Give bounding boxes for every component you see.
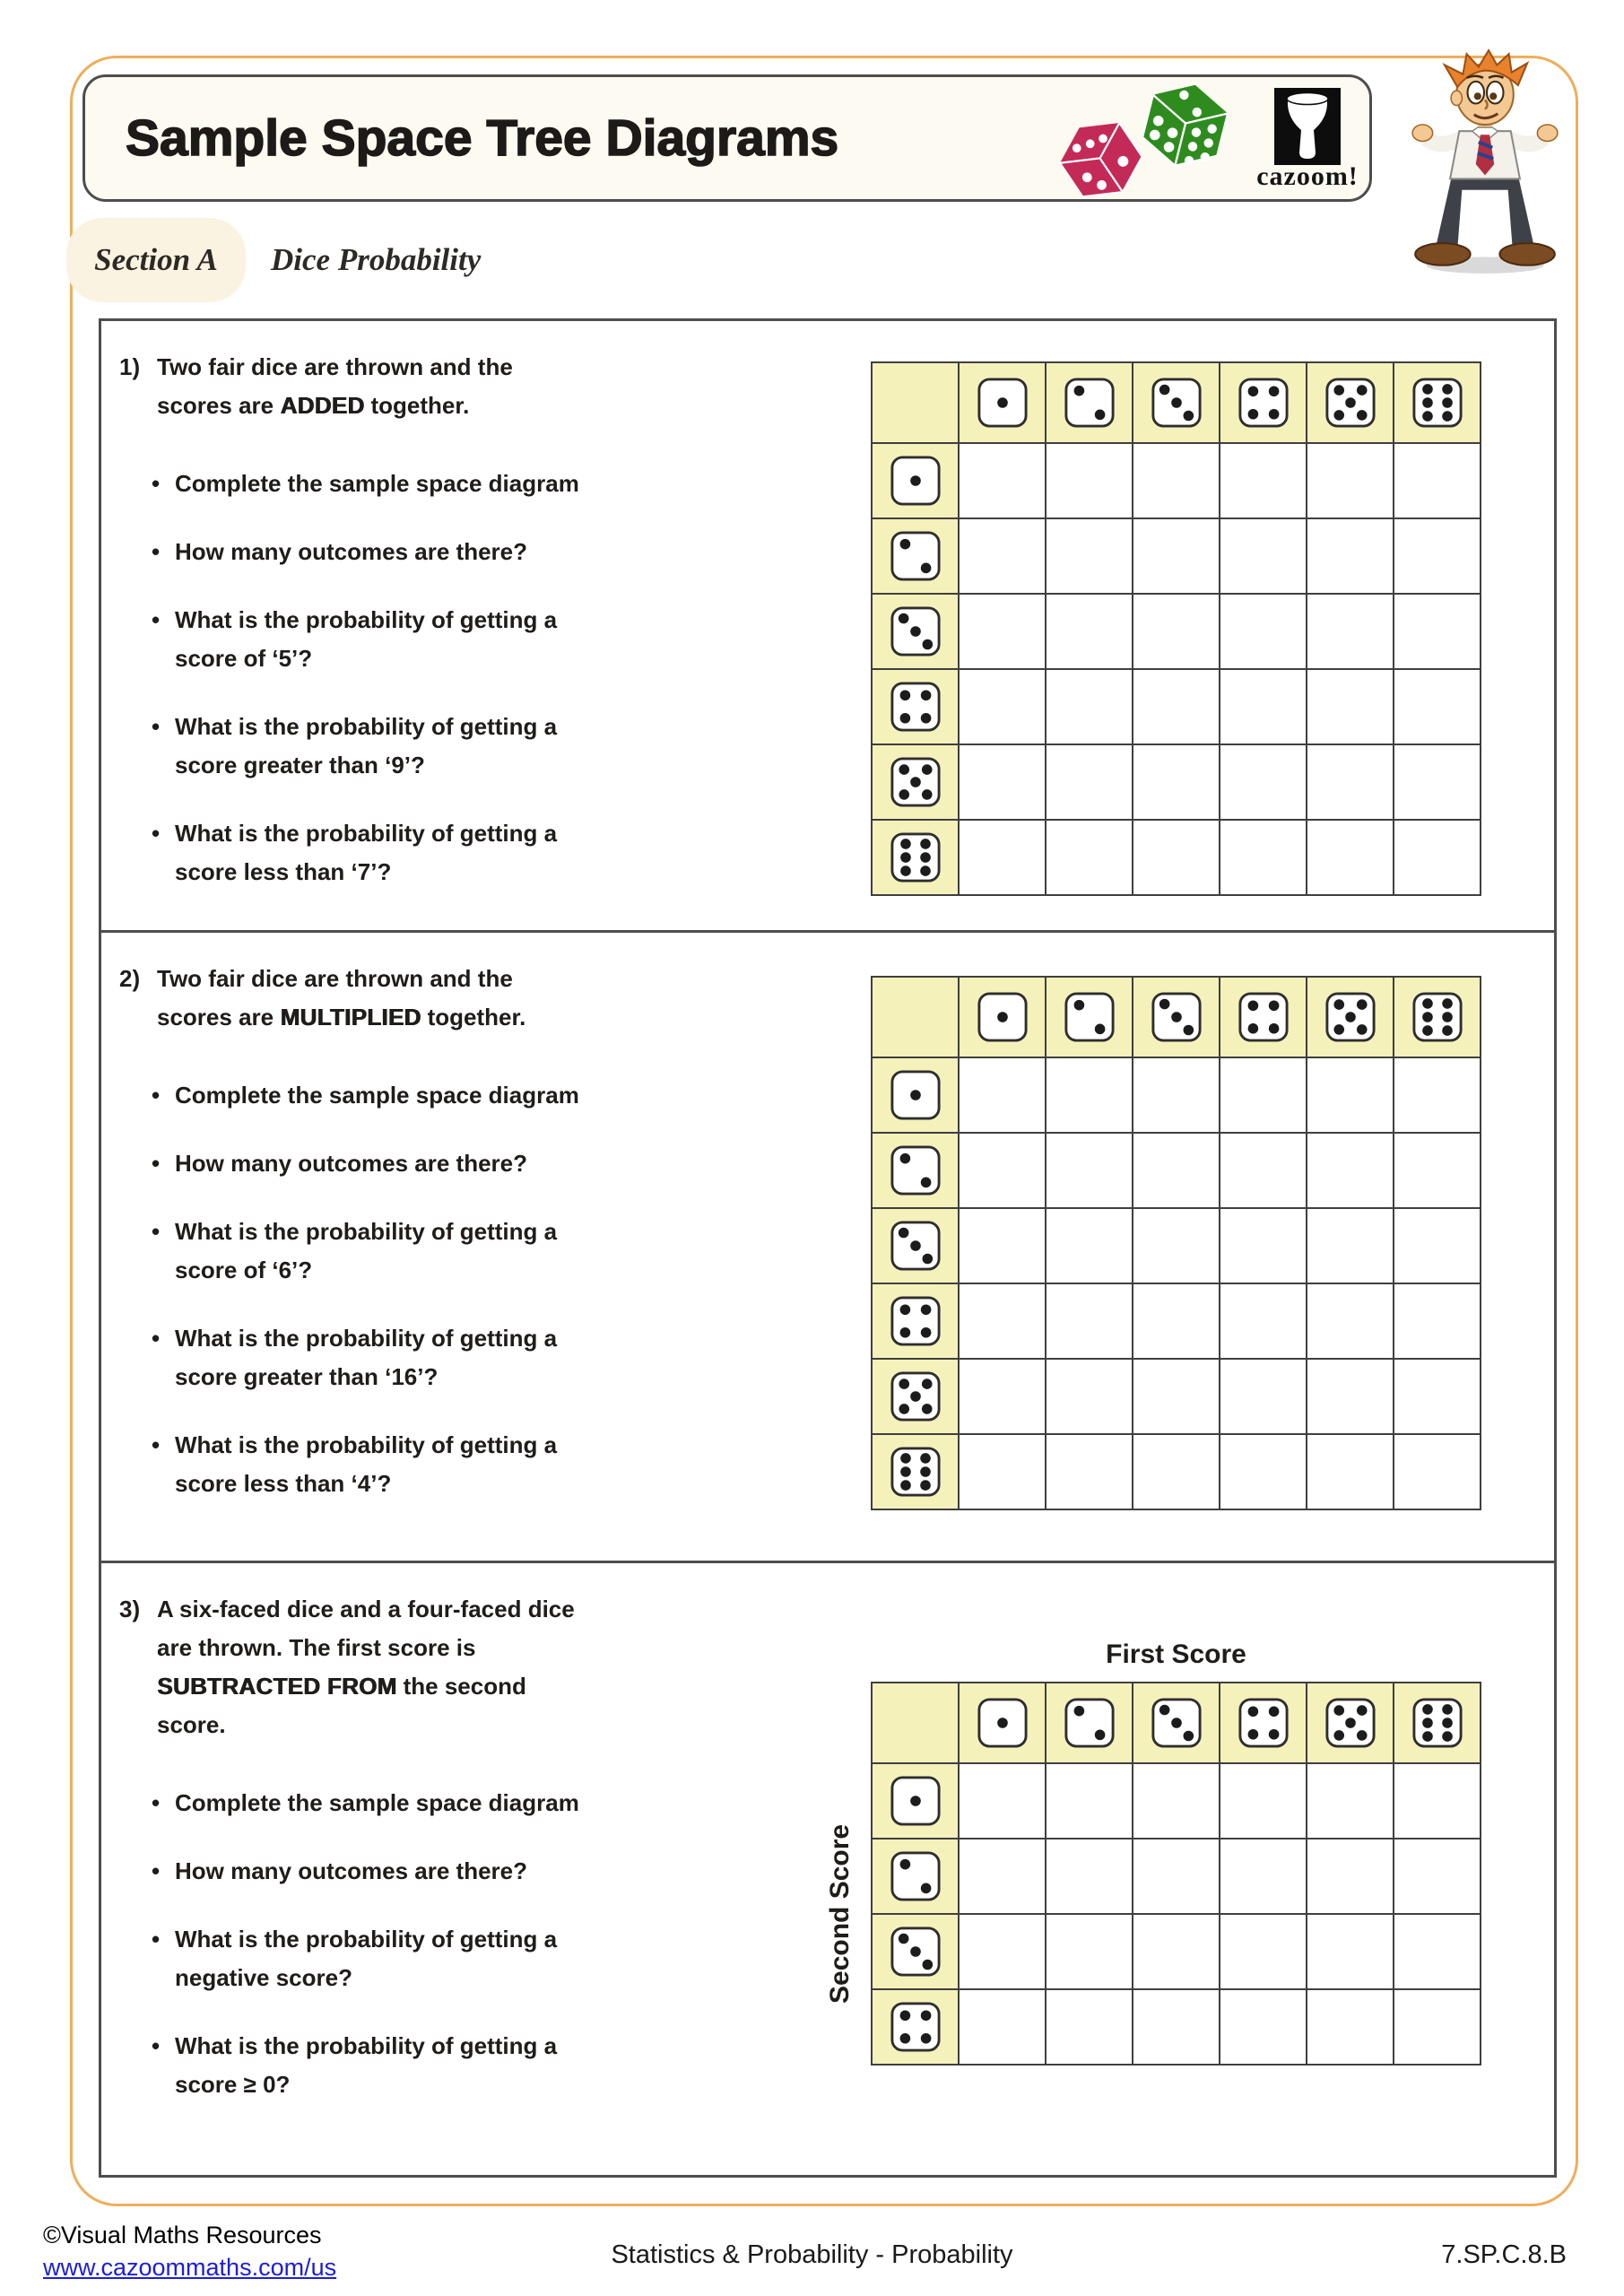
- answer-cell: [1307, 1839, 1394, 1914]
- answer-cell: [1046, 1763, 1133, 1839]
- die-face-4-icon: [1238, 1697, 1290, 1749]
- answer-cell: [1307, 1133, 1394, 1208]
- answer-cell: [1133, 1133, 1220, 1208]
- question-2-text: [119, 960, 657, 1533]
- die-face-3-icon: [1151, 991, 1203, 1043]
- die-face-4-icon: [890, 2001, 942, 2053]
- bullet-marker: •: [152, 1082, 161, 1109]
- answer-cell: [1307, 744, 1394, 820]
- die-face-4-icon: [1238, 991, 1290, 1043]
- answer-cell: [1307, 1914, 1394, 1989]
- cazoom-drum-icon: [1274, 88, 1341, 165]
- answer-cell: [1046, 443, 1133, 518]
- y-axis-label: Second Score: [825, 1823, 855, 2005]
- bullet-list: [119, 1784, 657, 2104]
- die-face-1-icon: [890, 1775, 942, 1827]
- dice-grid-table: [871, 1682, 1481, 2066]
- answer-cell: [1133, 1283, 1220, 1359]
- answer-cell: [1220, 1359, 1307, 1434]
- answer-cell: [1046, 1839, 1133, 1914]
- die-face-1-icon: [977, 991, 1029, 1043]
- keyword: ADDED: [280, 392, 365, 419]
- answer-cell: [1220, 594, 1307, 669]
- col-header-die-6: [1394, 1683, 1481, 1763]
- grid-corner-cell: [872, 362, 959, 443]
- answer-cell: [1307, 443, 1394, 518]
- row-header-die-2: [872, 1133, 959, 1208]
- col-header-die-6: [1394, 362, 1481, 443]
- bullet-list: [119, 465, 657, 891]
- dice-grid-table: [871, 361, 1481, 896]
- die-face-5-icon: [890, 1370, 942, 1422]
- answer-cell: [1394, 1283, 1481, 1359]
- bullet-marker: •: [152, 2032, 161, 2059]
- answer-cell: [1307, 669, 1394, 744]
- answer-cell: [1307, 518, 1394, 594]
- grid-row: [872, 744, 1481, 820]
- answer-cell: [1307, 1434, 1394, 1509]
- grid-row: [872, 1133, 1481, 1208]
- answer-cell: [1394, 1359, 1481, 1434]
- footer-topic: Statistics & Probability - Probability: [611, 2240, 1013, 2269]
- col-header-die-3: [1133, 362, 1220, 443]
- answer-cell: [959, 1057, 1046, 1133]
- answer-cell: [1307, 1763, 1394, 1839]
- copyright-text: ©Visual Maths Resources: [43, 2222, 322, 2248]
- answer-cell: [959, 1763, 1046, 1839]
- answer-cell: [1394, 1133, 1481, 1208]
- die-face-3-icon: [1151, 1697, 1203, 1749]
- col-header-die-2: [1046, 1683, 1133, 1763]
- col-header-die-1: [959, 1683, 1046, 1763]
- row-header-die-6: [872, 1434, 959, 1509]
- answer-cell: [1133, 518, 1220, 594]
- bullet-marker: •: [152, 1789, 161, 1816]
- grid-row: [872, 1208, 1481, 1283]
- answer-cell: [1133, 1989, 1220, 2065]
- section-title: Dice Probability: [271, 242, 482, 277]
- grid-row: [872, 1989, 1481, 2065]
- bullet-marker: •: [152, 1218, 161, 1245]
- answer-cell: [1133, 1914, 1220, 1989]
- list-item: • What is the probability of getting a score of ‘5’?: [152, 601, 657, 678]
- dice-grid-table: [871, 976, 1481, 1510]
- question-intro: Two fair dice are thrown and the scores are MULTIPLIED together.: [157, 965, 526, 1031]
- answer-cell: [1133, 1208, 1220, 1283]
- list-item: • What is the probability of getting a score greater than ‘9’?: [152, 708, 657, 785]
- answer-cell: [1220, 1057, 1307, 1133]
- grid-row: [872, 594, 1481, 669]
- answer-cell: [1133, 1763, 1220, 1839]
- answer-cell: [1307, 1359, 1394, 1434]
- x-axis-label: First Score: [1106, 1639, 1246, 1669]
- bullet-marker: •: [152, 1431, 161, 1458]
- list-item: • Complete the sample space diagram: [152, 1076, 657, 1115]
- answer-cell: [1133, 1359, 1220, 1434]
- die-face-5-icon: [890, 756, 942, 808]
- col-header-die-1: [959, 977, 1046, 1057]
- answer-cell: [1133, 820, 1220, 895]
- answer-cell: [1394, 594, 1481, 669]
- grid-corner-cell: [872, 977, 959, 1057]
- answer-cell: [1307, 594, 1394, 669]
- row-header-die-3: [872, 1914, 959, 1989]
- answer-cell: [1133, 1839, 1220, 1914]
- grid-row: [872, 1057, 1481, 1133]
- header: [83, 74, 1372, 202]
- answer-cell: [959, 1839, 1046, 1914]
- col-header-die-4: [1220, 1683, 1307, 1763]
- col-header-die-1: [959, 362, 1046, 443]
- answer-cell: [959, 1434, 1046, 1509]
- die-face-5-icon: [1324, 377, 1376, 429]
- bullet-marker: •: [152, 1150, 161, 1177]
- answer-cell: [1220, 669, 1307, 744]
- grid-row: [872, 669, 1481, 744]
- question-number: 3): [119, 1596, 141, 1622]
- bullet-marker: •: [152, 606, 161, 633]
- bullet-marker: •: [152, 713, 161, 740]
- answer-cell: [1394, 1839, 1481, 1914]
- list-item: • How many outcomes are there?: [152, 1144, 657, 1183]
- question-intro: A six-faced dice and a four-faced dice are thrown. The first score is SUBTRACTED FROM the second score.: [157, 1596, 575, 1738]
- answer-cell: [959, 744, 1046, 820]
- col-header-die-3: [1133, 1683, 1220, 1763]
- list-item: • What is the probability of getting a score less than ‘7’?: [152, 814, 657, 891]
- answer-cell: [959, 1133, 1046, 1208]
- grid-corner-cell: [872, 1683, 959, 1763]
- question-2-box: [99, 930, 1557, 1563]
- grid-row: [872, 443, 1481, 518]
- die-face-5-icon: [1324, 1697, 1376, 1749]
- answer-cell: [1394, 1989, 1481, 2065]
- answer-cell: [1133, 1434, 1220, 1509]
- answer-cell: [1046, 594, 1133, 669]
- question-1-text: [119, 348, 657, 921]
- answer-cell: [1220, 1133, 1307, 1208]
- row-header-die-2: [872, 1839, 959, 1914]
- answer-cell: [1394, 1434, 1481, 1509]
- die-face-1-icon: [977, 1697, 1029, 1749]
- die-face-2-icon: [1064, 991, 1116, 1043]
- row-header-die-4: [872, 1283, 959, 1359]
- answer-cell: [1220, 1839, 1307, 1914]
- answer-cell: [959, 820, 1046, 895]
- answer-cell: [1394, 518, 1481, 594]
- die-face-3-icon: [890, 1220, 942, 1272]
- answer-cell: [1046, 1434, 1133, 1509]
- row-header-die-4: [872, 669, 959, 744]
- list-item: • What is the probability of getting a score of ‘6’?: [152, 1213, 657, 1290]
- row-header-die-5: [872, 744, 959, 820]
- answer-cell: [959, 518, 1046, 594]
- answer-cell: [1046, 1359, 1133, 1434]
- row-header-die-5: [872, 1359, 959, 1434]
- question-3-text: [119, 1590, 657, 2134]
- answer-cell: [1220, 1208, 1307, 1283]
- grid-row: [872, 1763, 1481, 1839]
- cazoom-logo: [1240, 88, 1375, 192]
- bullet-marker: •: [152, 538, 161, 565]
- answer-cell: [1046, 1989, 1133, 2065]
- row-header-die-4: [872, 1989, 959, 2065]
- die-face-6-icon: [1411, 1697, 1463, 1749]
- answer-cell: [1394, 820, 1481, 895]
- col-header-die-2: [1046, 362, 1133, 443]
- answer-cell: [1046, 744, 1133, 820]
- list-item: • Complete the sample space diagram: [152, 465, 657, 503]
- answer-cell: [959, 1989, 1046, 2065]
- col-header-die-5: [1307, 977, 1394, 1057]
- grid-row: [872, 1283, 1481, 1359]
- answer-cell: [959, 669, 1046, 744]
- row-header-die-2: [872, 518, 959, 594]
- die-face-3-icon: [1151, 377, 1203, 429]
- grid-header-row: [872, 1683, 1481, 1763]
- die-face-3-icon: [890, 1926, 942, 1978]
- grid-row: [872, 1359, 1481, 1434]
- logo-text: cazoom!: [1256, 161, 1359, 191]
- answer-cell: [959, 594, 1046, 669]
- answer-cell: [1046, 1133, 1133, 1208]
- answer-cell: [959, 1359, 1046, 1434]
- bullet-marker: •: [152, 1926, 161, 1952]
- die-face-2-icon: [1064, 377, 1116, 429]
- die-face-3-icon: [890, 605, 942, 657]
- answer-cell: [1133, 744, 1220, 820]
- section-label: Section A: [94, 242, 218, 277]
- col-header-die-2: [1046, 977, 1133, 1057]
- die-face-6-icon: [1411, 991, 1463, 1043]
- answer-cell: [1394, 1763, 1481, 1839]
- row-header-die-3: [872, 1208, 959, 1283]
- grid-row: [872, 1839, 1481, 1914]
- answer-cell: [1220, 1434, 1307, 1509]
- bullet-list: [119, 1076, 657, 1503]
- col-header-die-5: [1307, 1683, 1394, 1763]
- grid-row: [872, 518, 1481, 594]
- answer-cell: [1394, 669, 1481, 744]
- die-face-5-icon: [1324, 991, 1376, 1043]
- row-header-die-3: [872, 594, 959, 669]
- grid-header-row: [872, 362, 1481, 443]
- answer-cell: [1394, 1208, 1481, 1283]
- list-item: • What is the probability of getting a score less than ‘4’?: [152, 1426, 657, 1503]
- answer-cell: [1046, 1283, 1133, 1359]
- answer-cell: [1220, 1763, 1307, 1839]
- die-face-4-icon: [890, 681, 942, 733]
- answer-cell: [959, 443, 1046, 518]
- answer-cell: [1220, 1989, 1307, 2065]
- answer-cell: [1046, 518, 1133, 594]
- die-face-6-icon: [890, 831, 942, 883]
- col-header-die-6: [1394, 977, 1481, 1057]
- bullet-marker: •: [152, 1325, 161, 1352]
- die-face-1-icon: [890, 455, 942, 507]
- die-face-6-icon: [1411, 377, 1463, 429]
- answer-cell: [1220, 744, 1307, 820]
- grid-row: [872, 1914, 1481, 1989]
- bullet-marker: •: [152, 820, 161, 847]
- col-header-die-4: [1220, 977, 1307, 1057]
- question-number: 1): [119, 353, 141, 380]
- question-1-box: [99, 318, 1557, 933]
- answer-cell: [1220, 518, 1307, 594]
- list-item: • What is the probability of getting a negative score?: [152, 1920, 657, 1997]
- sample-space-grid-3: [825, 1639, 1481, 2066]
- row-header-die-6: [872, 820, 959, 895]
- answer-cell: [1133, 1057, 1220, 1133]
- list-item: • What is the probability of getting a score greater than ‘16’?: [152, 1319, 657, 1396]
- section-title-wrap: [271, 218, 481, 302]
- answer-cell: [1133, 594, 1220, 669]
- die-face-1-icon: [977, 377, 1029, 429]
- section-label-pill: [66, 218, 246, 302]
- answer-cell: [1046, 1914, 1133, 1989]
- die-face-6-icon: [890, 1446, 942, 1498]
- answer-cell: [1394, 1057, 1481, 1133]
- answer-cell: [1394, 443, 1481, 518]
- die-face-1-icon: [890, 1069, 942, 1121]
- answer-cell: [1307, 820, 1394, 895]
- answer-cell: [1133, 443, 1220, 518]
- answer-cell: [1307, 1283, 1394, 1359]
- die-face-2-icon: [890, 530, 942, 582]
- answer-cell: [1307, 1208, 1394, 1283]
- sample-space-grid-1: [871, 361, 1481, 896]
- answer-cell: [1394, 1914, 1481, 1989]
- die-face-2-icon: [890, 1144, 942, 1196]
- answer-cell: [959, 1208, 1046, 1283]
- answer-cell: [1394, 744, 1481, 820]
- row-header-die-1: [872, 443, 959, 518]
- answer-cell: [1046, 820, 1133, 895]
- mascot-character-icon: [1401, 47, 1569, 276]
- col-header-die-3: [1133, 977, 1220, 1057]
- die-face-2-icon: [1064, 1697, 1116, 1749]
- grid-row: [872, 820, 1481, 895]
- bullet-marker: •: [152, 470, 161, 497]
- answer-cell: [959, 1283, 1046, 1359]
- answer-cell: [1307, 1989, 1394, 2065]
- keyword: MULTIPLIED: [280, 1004, 421, 1031]
- answer-cell: [1220, 443, 1307, 518]
- website-link[interactable]: www.cazoommaths.com/us: [43, 2254, 337, 2281]
- answer-cell: [1307, 1057, 1394, 1133]
- list-item: • How many outcomes are there?: [152, 1852, 657, 1891]
- question-number: 2): [119, 965, 141, 992]
- grid-header-row: [872, 977, 1481, 1057]
- row-header-die-1: [872, 1057, 959, 1133]
- list-item: • Complete the sample space diagram: [152, 1784, 657, 1822]
- question-intro: Two fair dice are thrown and the scores are ADDED together.: [157, 353, 513, 419]
- bullet-marker: •: [152, 1857, 161, 1884]
- answer-cell: [1220, 1283, 1307, 1359]
- list-item: • What is the probability of getting a score ≥ 0?: [152, 2027, 657, 2104]
- col-header-die-5: [1307, 362, 1394, 443]
- footer-standard-code: 7.SP.C.8.B: [1441, 2240, 1567, 2269]
- answer-cell: [1220, 1914, 1307, 1989]
- answer-cell: [1133, 669, 1220, 744]
- keyword: SUBTRACTED FROM: [157, 1673, 397, 1700]
- die-face-2-icon: [890, 1850, 942, 1902]
- sample-space-grid-2: [871, 976, 1481, 1510]
- col-header-die-4: [1220, 362, 1307, 443]
- answer-cell: [959, 1914, 1046, 1989]
- die-face-4-icon: [1238, 377, 1290, 429]
- list-item: • How many outcomes are there?: [152, 533, 657, 571]
- answer-cell: [1046, 669, 1133, 744]
- question-3-box: [99, 1561, 1557, 2178]
- answer-cell: [1046, 1208, 1133, 1283]
- page-title: Sample Space Tree Diagrams: [126, 109, 839, 167]
- green-3d-die-icon: [1133, 75, 1237, 179]
- die-face-4-icon: [890, 1295, 942, 1347]
- row-header-die-1: [872, 1763, 959, 1839]
- grid-row: [872, 1434, 1481, 1509]
- answer-cell: [1220, 820, 1307, 895]
- answer-cell: [1046, 1057, 1133, 1133]
